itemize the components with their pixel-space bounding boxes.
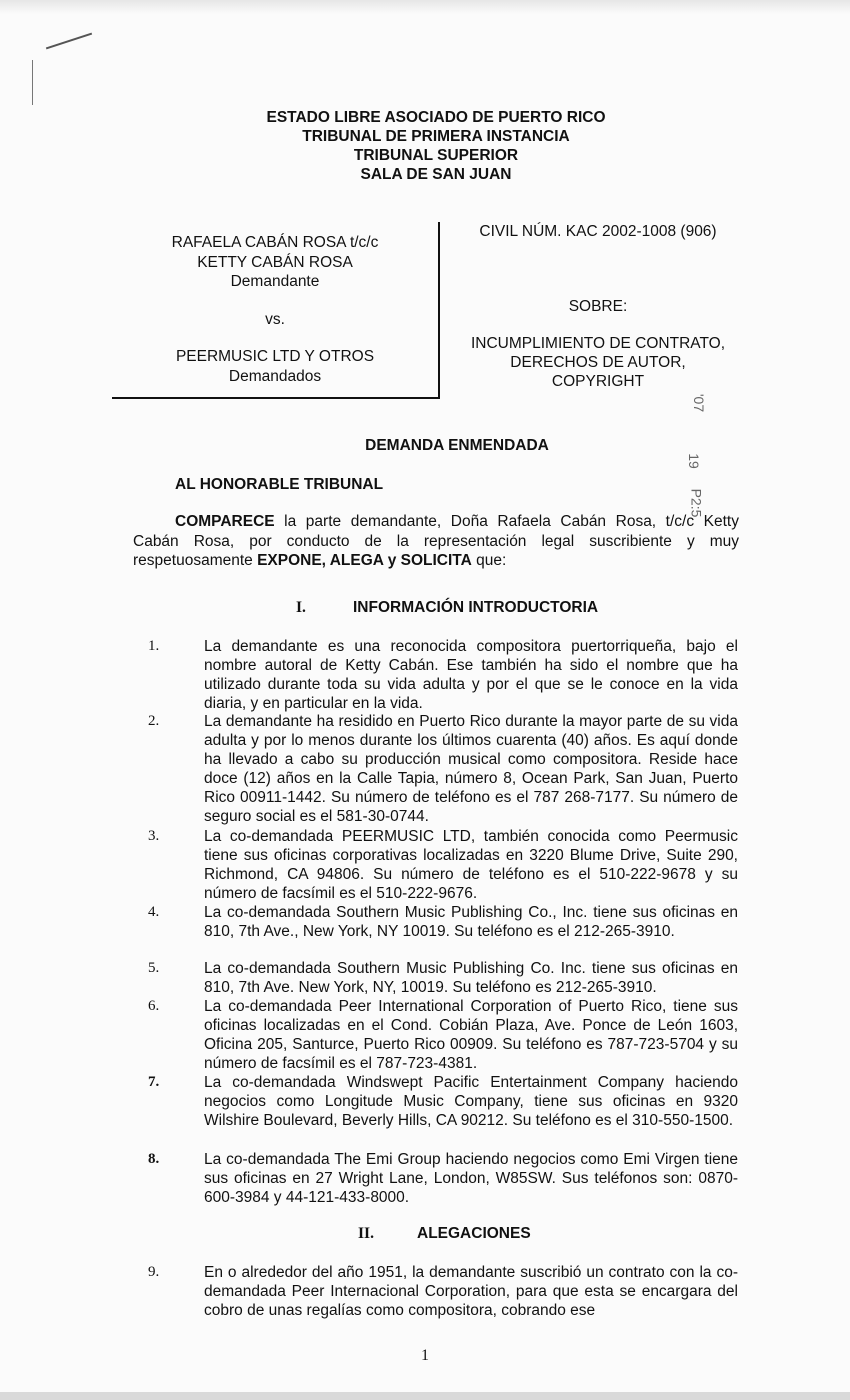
- paragraph-text: La co-demandada Windswept Pacific Entertainment Company haciendo negocios como Longitude Music Company, tiene sus oficinas en 9320 Wilshire Boulevard, Beverly Hills, CA 90212. Su teléfono es el 310-550-1500.: [204, 1074, 738, 1129]
- intro-paragraph: [133, 512, 739, 571]
- paragraph-number: 9.: [148, 1264, 160, 1280]
- intro-tail: que:: [471, 552, 507, 569]
- paragraph-text: La co-demandada Southern Music Publishing Co., Inc. tiene sus oficinas en 810, 7th Ave., New York, NY 10019. Su teléfono es el 212-265-3910.: [204, 904, 738, 940]
- paragraph-text: La demandante es una reconocida compositora puertorriqueña, bajo el nombre autoral de Ketty Cabán. Ese también ha sido el nombre que ha utilizado durante toda su vida adulta y por el que se le conoce en la vida diaria, y en particular en la vida.: [204, 638, 738, 712]
- margin-mark: [32, 60, 33, 105]
- section-heading: [358, 1225, 531, 1243]
- numbered-paragraph: [148, 637, 738, 713]
- court-header: [0, 108, 850, 184]
- scan-bottom-edge: [0, 1392, 850, 1400]
- paragraph-number: 4.: [148, 904, 160, 920]
- subject-line: DERECHOS DE AUTOR,: [510, 354, 686, 371]
- plaintiff-name: RAFAELA CABÁN ROSA t/c/c: [171, 234, 379, 251]
- plaintiff-role: Demandante: [230, 273, 320, 290]
- sobre-label: SOBRE:: [568, 298, 628, 315]
- header-line: TRIBUNAL DE PRIMERA INSTANCIA: [302, 128, 570, 145]
- paragraph-number: 7.: [148, 1074, 160, 1090]
- paragraph-text: La demandante ha residido en Puerto Rico durante la mayor parte de su vida adulta y por lo menos durante los últimos cuarenta (40) años. Es aquí donde ha llevado a cabo su producción musical como compositora. Reside hace doce (12) años en la Calle Tapia, número 8, Ocean Park, San Juan, Puerto Rico 00911-1442. Su número de teléfono es el 787 268-7177. Su número de seguro social es el 581-30-0744.: [204, 713, 738, 825]
- scan-mark: [46, 33, 92, 50]
- numbered-paragraph: [148, 827, 738, 903]
- case-caption-info: [448, 222, 748, 391]
- section-title: ALEGACIONES: [417, 1225, 531, 1242]
- case-caption-parties: [112, 222, 440, 399]
- paragraph-number: 1.: [148, 638, 160, 654]
- numbered-paragraph: [148, 712, 738, 826]
- paragraph-number: 3.: [148, 828, 160, 844]
- subject-line: INCUMPLIMIENTO DE CONTRATO,: [470, 335, 726, 352]
- document-title: DEMANDA ENMENDADA: [365, 437, 549, 454]
- versus-label: vs.: [265, 310, 285, 328]
- header-line: SALA DE SAN JUAN: [360, 166, 512, 183]
- intro-lead: COMPARECE: [175, 513, 275, 530]
- stamp-text: '07: [691, 393, 708, 413]
- page-number: 1: [421, 1347, 429, 1364]
- section-title: INFORMACIÓN INTRODUCTORIA: [353, 599, 599, 616]
- numbered-paragraph: [148, 903, 738, 941]
- paragraph-number: 5.: [148, 960, 160, 976]
- case-subject: [448, 334, 748, 391]
- section-heading: [296, 599, 598, 617]
- paragraph-number: 6.: [148, 998, 160, 1014]
- paragraph-text: La co-demandada Peer International Corporation of Puerto Rico, tiene sus oficinas localizadas en el Cond. Cobián Plaza, Ave. Ponce de León 1603, Oficina 205, Santurce, Puerto Rico 00909. Su teléfono es 787-723-5704 y su número de facsímil es el 787-723-4381.: [204, 998, 738, 1072]
- header-line: ESTADO LIBRE ASOCIADO DE PUERTO RICO: [266, 109, 606, 126]
- salutation: AL HONORABLE TRIBUNAL: [175, 476, 384, 493]
- numbered-paragraph: [148, 1263, 738, 1320]
- paragraph-text: La co-demandada The Emi Group haciendo negocios como Emi Virgen tiene sus oficinas en 27 Wright Lane, London, W85SW. Sus teléfonos son: 0870-600-3984 y 44-121-433-8000.: [204, 1151, 738, 1206]
- numbered-paragraph: [148, 1073, 738, 1130]
- numbered-paragraph: [148, 1150, 738, 1207]
- paragraph-text: La co-demandada PEERMUSIC LTD, también conocida como Peermusic tiene sus oficinas corporativas localizadas en 3220 Blume Drive, Suite 290, Richmond, CA 94806. Su número de teléfono es el 510-222-9678 y su número de facsímil es el 510-222-9676.: [204, 828, 738, 902]
- scan-top-edge: [0, 0, 850, 14]
- intro-text: la parte demandante, Doña Rafaela Cabán Rosa, t/c/c Ketty Cabán Rosa, por conducto de la representación legal suscribiente y muy respetuosamente: [133, 513, 739, 569]
- header-line: TRIBUNAL SUPERIOR: [353, 147, 519, 164]
- defendant-role: Demandados: [228, 367, 322, 385]
- paragraph-number: 2.: [148, 713, 160, 729]
- subject-line: COPYRIGHT: [551, 373, 645, 390]
- defendant-name: PEERMUSIC LTD Y OTROS: [175, 348, 375, 365]
- numbered-paragraph: [148, 959, 738, 997]
- section-number: II.: [358, 1225, 374, 1242]
- paragraph-text: La co-demandada Southern Music Publishing Co. Inc. tiene sus oficinas en 810, 7th Ave. New York, NY, 10019. Su teléfono es 212-265-3910.: [204, 960, 738, 996]
- intro-emphasis: EXPONE, ALEGA y SOLICITA: [257, 552, 472, 569]
- plaintiff-name: KETTY CABÁN ROSA: [197, 253, 353, 271]
- paragraph-text: En o alrededor del año 1951, la demandante suscribió un contrato con la co-demandada Peer Internacional Corporation, para que esta se encargara del cobro de unas regalías como compositora, cobrando ese: [204, 1264, 738, 1319]
- stamp-text: 19: [685, 453, 702, 469]
- paragraph-number: 8.: [148, 1151, 160, 1167]
- filing-stamp: [660, 393, 750, 518]
- section-number: I.: [296, 599, 306, 616]
- numbered-paragraph: [148, 997, 738, 1073]
- stamp-text: P2:5: [688, 488, 705, 518]
- case-number: CIVIL NÚM. KAC 2002-1008 (906): [479, 223, 717, 240]
